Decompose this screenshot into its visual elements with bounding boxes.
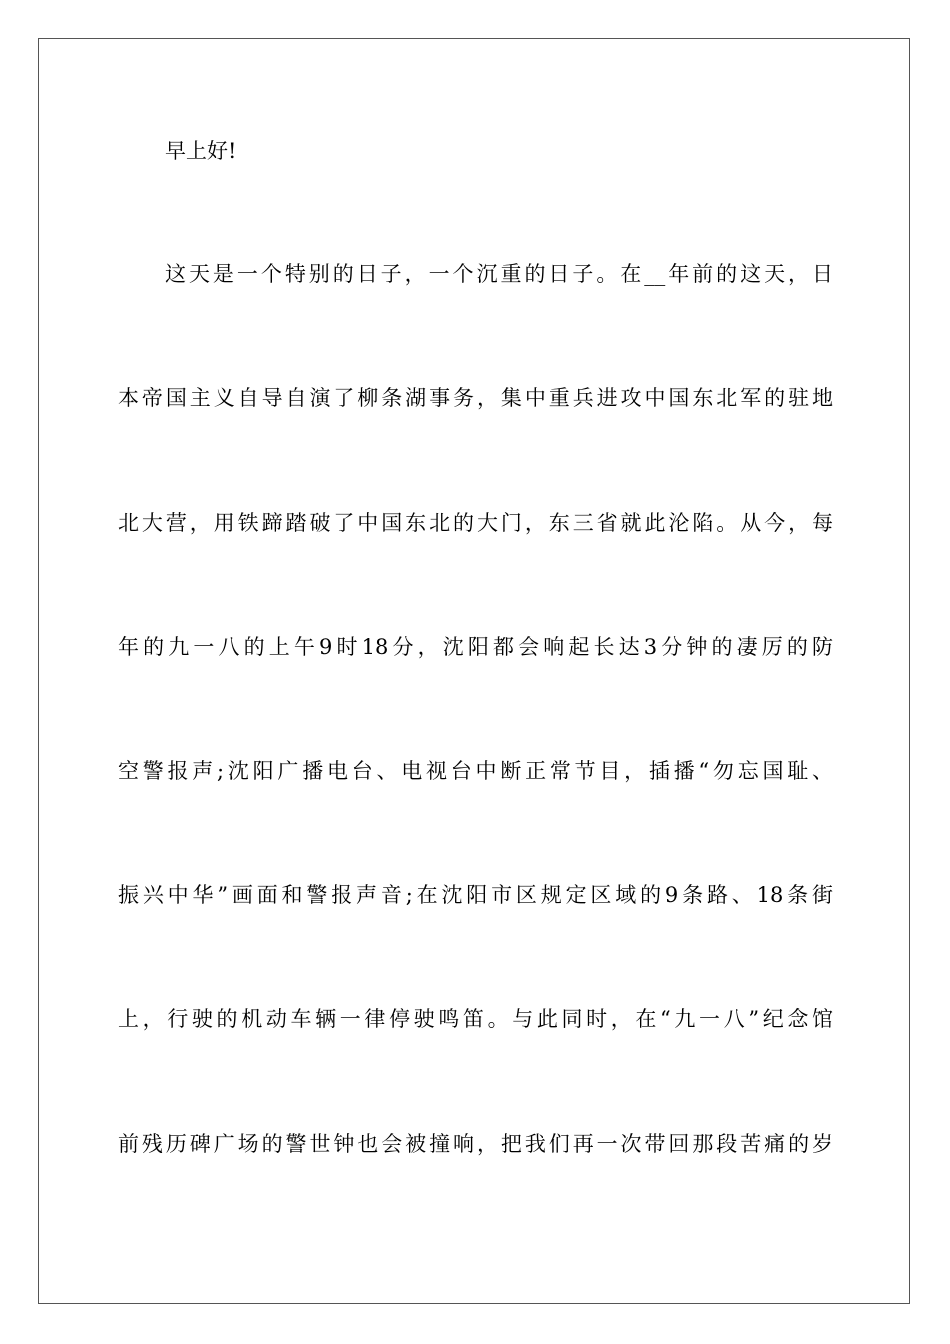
paragraph-line-8: 前残历碑广场的警世钟也会被撞响，把我们再一次带回那段苦痛的岁 — [118, 1132, 833, 1156]
paragraph-line-2: 本帝国主义自导自演了柳条湖事务，集中重兵进攻中国东北军的驻地 — [118, 386, 833, 410]
greeting-line: 早上好! — [165, 139, 237, 163]
paragraph-line-4: 年的九一八的上午9时18分，沈阳都会响起长达3分钟的凄厉的防 — [118, 635, 833, 659]
paragraph-line-6: 振兴中华”画面和警报声音;在沈阳市区规定区域的9条路、18条街 — [118, 883, 833, 907]
page-border — [38, 38, 910, 1304]
paragraph-line-7: 上，行驶的机动车辆一律停驶鸣笛。与此同时，在“九一八”纪念馆 — [118, 1007, 833, 1031]
paragraph-line-5: 空警报声;沈阳广播电台、电视台中断正常节目，插播“勿忘国耻、 — [118, 759, 833, 783]
paragraph-line-1: 这天是一个特别的日子，一个沉重的日子。在__年前的这天，日 — [165, 262, 833, 286]
paragraph-line-3: 北大营，用铁蹄踏破了中国东北的大门，东三省就此沦陷。从今，每 — [118, 511, 833, 535]
